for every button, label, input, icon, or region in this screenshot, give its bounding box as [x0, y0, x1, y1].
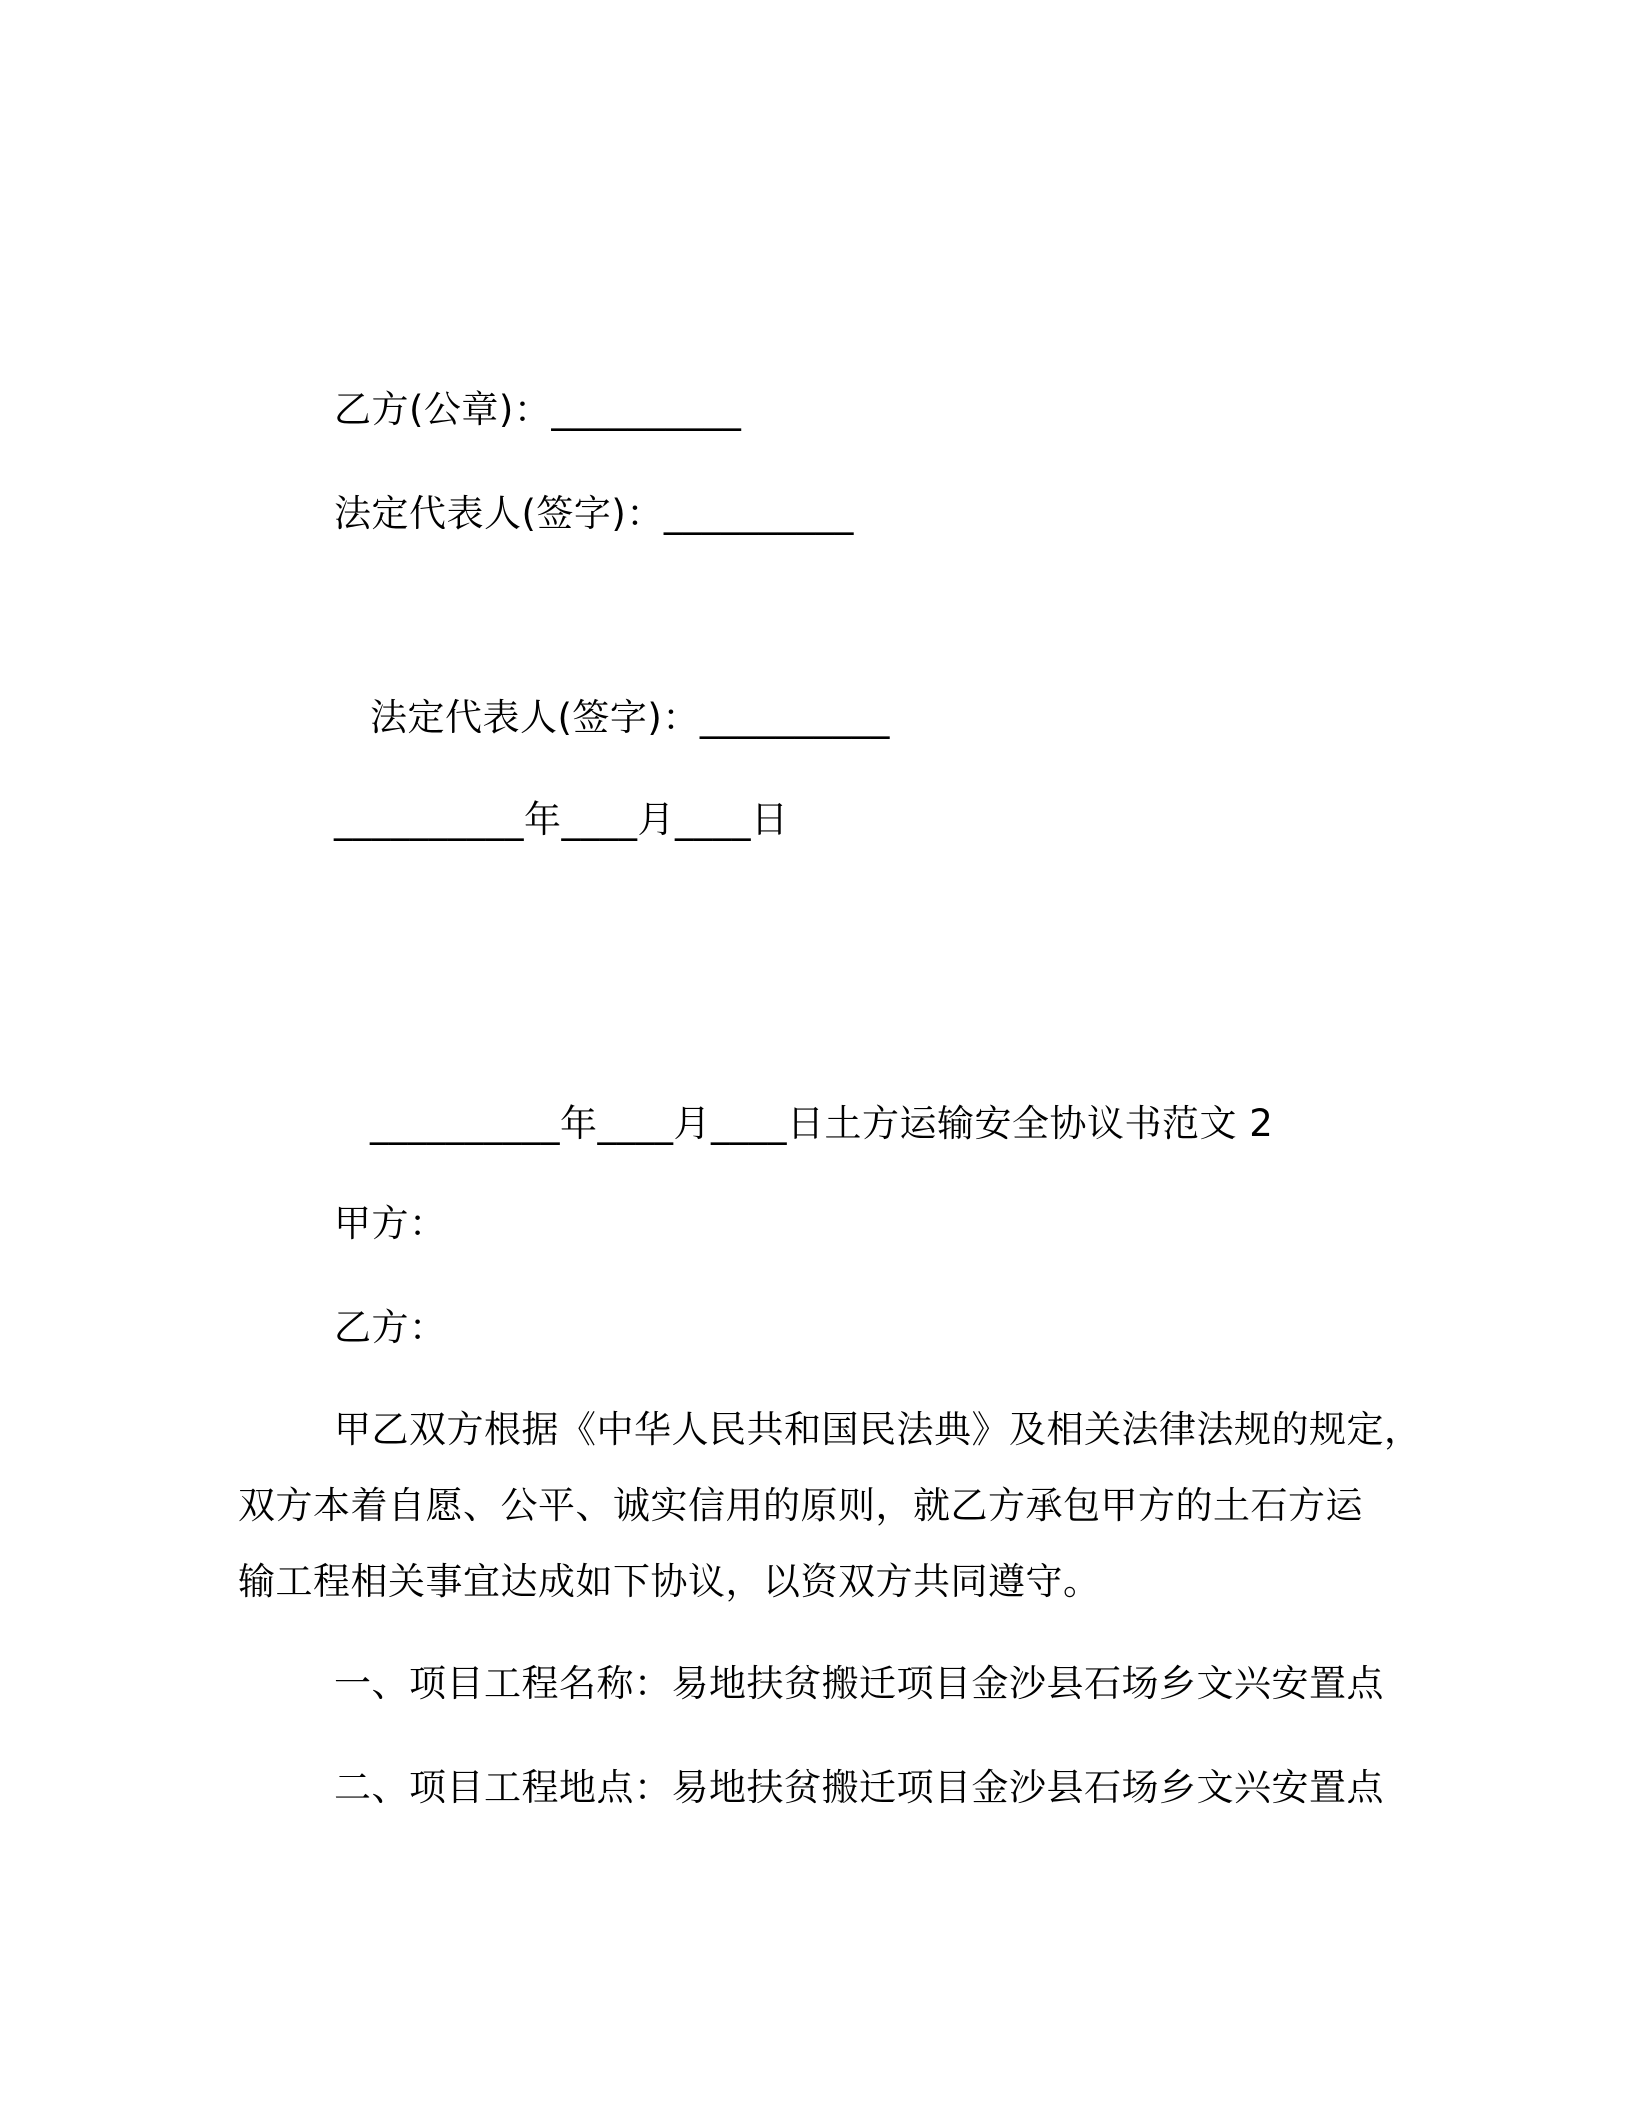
signature-date-line: __________年____月____日	[334, 798, 789, 841]
party-b-label: 乙方：	[334, 1306, 447, 1349]
legal-representative-line-1: 法定代表人(签字)：__________	[334, 492, 854, 535]
party-a-label: 甲方：	[334, 1202, 447, 1245]
intro-paragraph-line-1: 甲乙双方根据《中华人民共和国民法典》及相关法律法规的规定，	[334, 1408, 1422, 1451]
intro-paragraph-line-3: 输工程相关事宜达成如下协议，以资双方共同遵守。	[238, 1560, 1101, 1603]
document-title: __________年____月____日土方运输安全协议书范文 2	[370, 1102, 1274, 1145]
item-project-location: 二、项目工程地点：易地扶贫搬迁项目金沙县石场乡文兴安置点	[334, 1766, 1384, 1809]
item-project-name: 一、项目工程名称：易地扶贫搬迁项目金沙县石场乡文兴安置点	[334, 1662, 1384, 1705]
legal-representative-line-2: 法定代表人(签字)：__________	[370, 696, 890, 739]
intro-paragraph-line-2: 双方本着自愿、公平、诚实信用的原则，就乙方承包甲方的土石方运	[238, 1484, 1363, 1527]
party-b-seal-line: 乙方(公章)：__________	[334, 388, 742, 431]
